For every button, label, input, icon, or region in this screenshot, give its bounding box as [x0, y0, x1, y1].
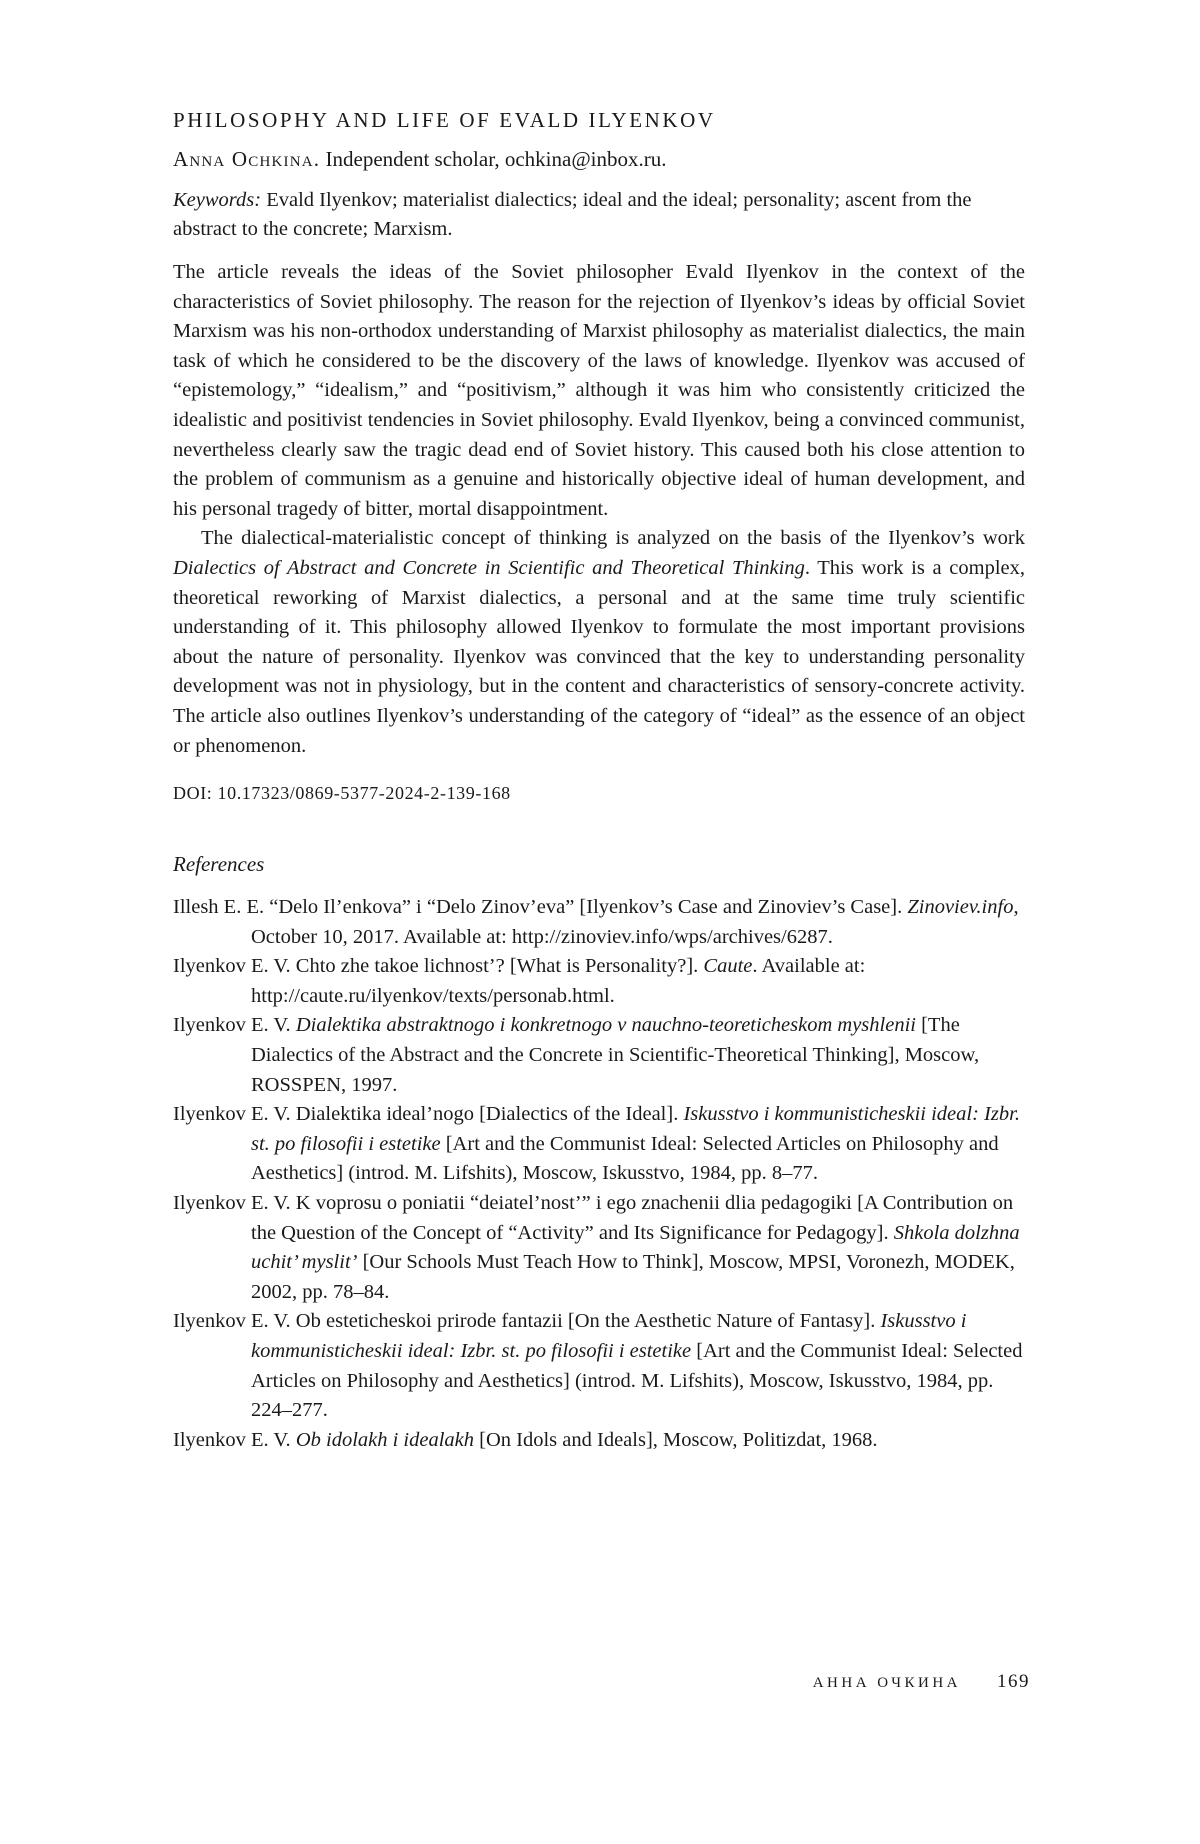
- article-title: PHILOSOPHY AND LIFE OF EVALD ILYENKOV: [173, 108, 716, 132]
- keywords-label: Keywords:: [173, 189, 262, 211]
- reference-source: Ob idolakh i idealakh: [295, 1428, 475, 1451]
- reference-text: Ilyenkov E. V. Ob esteticheskoi prirode fantazii [On the Aesthetic Nature of Fantasy].: [173, 1310, 881, 1333]
- reference-text: [On Idols and Ideals], Moscow, Politizdat, 1968.: [474, 1428, 878, 1451]
- reference-text: Illesh E. E. “Delo Il’enkova” i “Delo Zinov’eva” [Ilyenkov’s Case and Zinoviev’s Case].: [173, 896, 908, 919]
- reference-text: , October 10, 2017. Available at: http://zinoviev.info/wps/archives/6287.: [251, 896, 1019, 948]
- keywords: [173, 186, 1025, 244]
- author-line: [173, 147, 1025, 172]
- reference-source: Dialektika abstraktnogo i konkretnogo v nauchno-teoreticheskom myshlenii: [295, 1014, 916, 1037]
- abstract: [173, 258, 1025, 761]
- abstract-paragraph-2: [173, 524, 1025, 761]
- reference-text: [Art and the Communist Ideal: Selected Articles on Philosophy and Aesthetics] (introd. M. Lifshits), Moscow, Iskusstvo, 1984, pp. 224–277.: [251, 1340, 1023, 1422]
- abstract-paragraph-2-end: . This work is a complex, theoretical reworking of Marxist dialectics, a personal and at the same time truly scientific understanding of it. This philosophy allowed Ilyenkov to formulate the most important provisions about the nature of personality. Ilyenkov was convinced that the key to understanding personality development was not in physiology, but in the content and characteristics of sensory-concrete activity. The article also outlines Ilyenkov’s understanding of the category of “ideal” as the essence of an object or phenomenon.: [173, 556, 1025, 757]
- book-title: Dialectics of Abstract and Concrete in Scientific and Theoretical Thinking: [173, 556, 805, 579]
- references-heading: References: [173, 852, 265, 877]
- page-number: 169: [997, 1671, 1030, 1692]
- author-affiliation: Independent scholar, ochkina@inbox.ru.: [320, 147, 667, 171]
- abstract-paragraph-2-start: The dialectical-materialistic concept of thinking is analyzed on the basis of the Ilyenkov’s work: [201, 527, 1025, 550]
- reference-text: Ilyenkov E. V. Dialektika ideal’nogo [Dialectics of the Ideal].: [173, 1103, 684, 1126]
- reference-item: [173, 1100, 1025, 1189]
- author-name: Anna Ochkina.: [173, 147, 321, 171]
- reference-item: [173, 1307, 1025, 1425]
- abstract-paragraph-1: The article reveals the ideas of the Soviet philosopher Evald Ilyenkov in the context of the characteristics of Soviet philosophy. The reason for the rejection of Ilyenkov’s ideas by official Soviet Marxism was his non-orthodox understanding of Marxist philosophy as materialist dialectics, the main task of which he considered to be the discovery of the laws of knowledge. Ilyenkov was accused of “epistemology,” “idealism,” and “positivism,” although it was him who consistently criticized the idealistic and positivist tendencies in Soviet philosophy. Evald Ilyenkov, being a convinced communist, nevertheless clearly saw the tragic dead end of Soviet history. This caused both his close attention to the problem of communism as a genuine and historically objective ideal of human development, and his personal tragedy of bitter, mortal disappointment.: [173, 261, 1025, 520]
- reference-item: [173, 952, 1025, 1011]
- reference-text: . Available at: http://caute.ru/ilyenkov/texts/personab.html.: [251, 955, 866, 1007]
- reference-source: Zinoviev.info: [907, 896, 1014, 919]
- reference-source: Shkola dolzhna uchit’ myslit’: [251, 1221, 1020, 1274]
- page-content: [173, 108, 1025, 1455]
- reference-item: [173, 1011, 1025, 1100]
- reference-item: [173, 893, 1025, 952]
- page-footer: [700, 1671, 1030, 1693]
- reference-source: Iskusstvo i kommunisticheskii ideal: Izbr. st. po filosofii i estetike: [251, 1310, 967, 1362]
- reference-source: Iskusstvo i kommunisticheskii ideal: Izbr. st. po filosofii i estetike: [251, 1103, 1020, 1155]
- references-list: [173, 893, 1025, 1455]
- reference-item: [173, 1189, 1025, 1307]
- reference-source: Caute: [703, 955, 753, 978]
- reference-text: [Our Schools Must Teach How to Think], Moscow, MPSI, Voronezh, MODEK, 2002, pp. 78–84.: [251, 1251, 1015, 1303]
- doi: DOI: 10.17323/0869-5377-2024-2-139-168: [173, 783, 511, 804]
- running-head: АННА ОЧКИНА: [812, 1675, 961, 1691]
- reference-text: Ilyenkov E. V.: [173, 1428, 296, 1451]
- reference-text: [Art and the Communist Ideal: Selected Articles on Philosophy and Aesthetics] (introd. M. Lifshits), Moscow, Iskusstvo, 1984, pp. 8–77.: [251, 1132, 999, 1185]
- reference-text: Ilyenkov E. V.: [173, 1014, 296, 1037]
- reference-text: Ilyenkov E. V. K voprosu o poniatii “deiatel’nost’” i ego znachenii dlia pedagogiki [A Contribution on the Question of the Concept of “Activity” and Its Significance for Pedagogy].: [173, 1192, 1014, 1244]
- reference-text: [The Dialectics of the Abstract and the Concrete in Scientific-Theoretical Thinking], Moscow, ROSSPEN, 1997.: [251, 1014, 980, 1096]
- reference-item: [173, 1426, 1025, 1456]
- reference-text: Ilyenkov E. V. Chto zhe takoe lichnost’? [What is Personality?].: [173, 955, 704, 978]
- keywords-text: Evald Ilyenkov; materialist dialectics; ideal and the ideal; personality; ascent from the abstract to the concrete; Marxism.: [173, 189, 972, 240]
